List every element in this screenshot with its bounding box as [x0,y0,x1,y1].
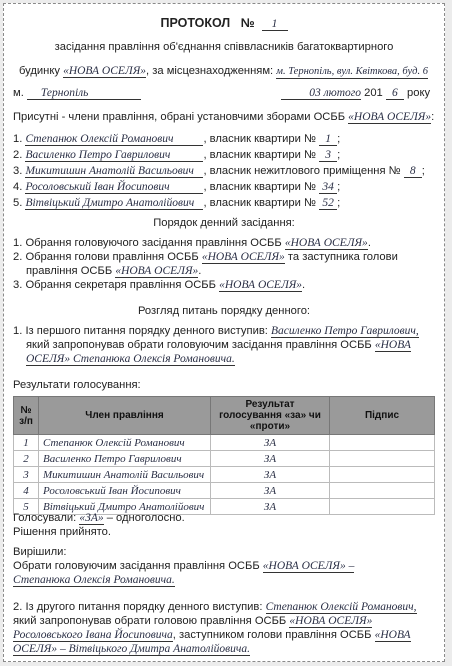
resolution-line-2 [13,573,175,587]
q1-intro: 1. Із першого питання порядку денного виступив: [13,325,268,337]
member-number: 3. [13,165,23,177]
q2-deputy-text: , заступником голови правління ОСББ [172,629,372,641]
member-row [13,148,340,162]
question-2-line-4 [13,642,250,656]
q1-speaker: Василенко Петро Гаврилович, [270,325,419,337]
row-result: ЗА [211,435,330,451]
row-number: 4 [14,483,39,499]
agenda-heading: Порядок денний засідання: [153,217,295,229]
intro-line-1: засідання правління об'єднання співвласників багатоквартирного [54,41,394,53]
table-row [14,451,435,467]
row-member: Василенко Петро Гаврилович [39,451,211,467]
col-result: Результат голосування «за» чи «проти» [211,397,330,435]
member-role: , власник квартири № [203,149,316,161]
q1-candidate: ОСЕЛЯ» Степанюка Олексія Романовича. [26,353,235,365]
col-number: № з/п [14,397,39,435]
intro-line-2 [19,64,428,79]
agenda-item-3-text: 3. Обрання секретаря правління ОСББ [13,279,216,291]
row-member: Степанюк Олексій Романович [39,435,211,451]
member-end: ; [337,133,341,145]
member-end: ; [421,165,425,177]
year-suffix: року [407,87,431,99]
member-name: Степанюк Олексій Романович [25,133,203,146]
protocol-number: 1 [262,18,288,31]
place-date-line [13,86,441,100]
q2-deputy-candidate: ОСЕЛЯ» – Вітвіцького Дмитра Анатолійовича. [13,643,250,655]
agenda-item-1-osbb: «НОВА ОСЕЛЯ» [284,237,368,249]
q2-osbb-2: «НОВА [374,629,411,641]
year-digit: 6 [386,87,404,100]
agenda-item-3-end: . [302,279,306,291]
table-row [14,467,435,483]
col-member: Член правління [39,397,211,435]
member-row [13,164,425,178]
row-number: 2 [14,451,39,467]
voted-value: «ЗА» [79,512,104,524]
member-apartment: 8 [404,165,422,178]
city-prefix: м. [13,87,24,99]
present-line [13,110,434,124]
votes-table-header [14,397,435,435]
resolution-text: Обрати головуючим засідання правління ОСББ [13,560,260,572]
row-member: Вітвіцький Дмитро Анатолійович [39,499,211,515]
resolution-candidate: Степанюка Олексія Романовича. [13,574,175,586]
row-signature[interactable] [330,499,435,515]
member-row [13,196,340,210]
member-number: 1. [13,133,23,145]
member-role: , власник квартири № [203,197,316,209]
question-2-line-2 [13,614,372,628]
row-number: 5 [14,499,39,515]
osbb-name: «НОВА ОСЕЛЯ» [63,65,147,77]
row-number: 1 [14,435,39,451]
row-signature[interactable] [330,483,435,499]
agenda-item-2 [13,250,398,264]
member-number: 5. [13,197,23,209]
agenda-item-2-text: 2. Обрання голови правління ОСББ [13,251,199,263]
table-row [14,435,435,451]
member-apartment: 3 [319,149,337,162]
member-apartment: 34 [319,181,337,194]
row-result: ЗА [211,499,330,515]
row-member: Росоловський Іван Йосипович [39,483,211,499]
member-apartment: 52 [319,197,337,210]
voted-label: Голосували: [13,512,77,524]
decision-line: Рішення прийнято. [13,526,112,538]
agenda-item-2-cont [26,264,201,278]
member-row [13,132,340,146]
consider-heading: Розгляд питань порядку денного: [137,305,311,317]
title-label: ПРОТОКОЛ [160,16,231,30]
number-sign: № [240,16,255,30]
row-signature[interactable] [330,451,435,467]
location-label: , за місцезнаходженням: [146,65,274,77]
city-value: Тернопіль [27,87,141,100]
q1-proposal: який запропонував обрати головуючим засідання правління ОСББ [26,339,372,351]
question-1-line-1 [13,324,419,338]
q2-intro: 2. Із другого питання порядку денного виступив: [13,601,263,613]
row-member: Микитишин Анатолій Васильович [39,467,211,483]
q2-proposal: який запропонував обрати головою правління ОСББ [13,615,287,627]
member-name: Василенко Петро Гаврилович [25,149,203,162]
row-result: ЗА [211,467,330,483]
member-end: ; [337,197,341,209]
resolved-label: Вирішили: [13,546,67,558]
member-end: ; [337,149,341,161]
row-number: 3 [14,467,39,483]
member-role: , власник квартири № [203,181,316,193]
q1-osbb: «НОВА [374,339,411,351]
member-row [13,180,340,194]
results-heading: Результати голосування: [13,379,141,391]
present-colon: : [431,111,435,123]
building-prefix: будинку [19,65,60,77]
resolution-osbb: «НОВА ОСЕЛЯ» – [262,560,355,572]
voted-line [13,511,185,525]
member-role: , власник нежитлового приміщення № [203,165,401,177]
agenda-item-1-text: 1. Обрання головуючого засідання правління ОСББ [13,237,282,249]
member-name: Микитишин Анатолій Васильович [25,165,203,178]
agenda-item-2b-osbb: «НОВА ОСЕЛЯ» [115,265,199,277]
votes-table-body [14,435,435,515]
agenda-item-3 [13,278,305,292]
date-group [281,86,430,100]
row-signature[interactable] [330,435,435,451]
q2-candidate: Росоловського Івана Йосиповича [13,629,173,641]
question-2-line-3 [13,628,411,642]
protocol-document [3,3,445,662]
question-2-line-1 [13,600,417,614]
table-row [14,483,435,499]
question-1-line-2 [26,338,411,352]
question-1-line-3 [26,352,235,366]
agenda-item-1-end: . [367,237,371,249]
agenda-item-2b-text: правління ОСББ [26,265,113,277]
member-number: 4. [13,181,23,193]
q2-speaker: Степанюк Олексій Романович, [265,601,417,613]
row-result: ЗА [211,451,330,467]
protocol-title [4,16,444,31]
date-value: 03 лютого [281,87,361,100]
agenda-item-3-osbb: «НОВА ОСЕЛЯ» [219,279,303,291]
member-apartment: 1 [319,133,337,146]
col-signature: Підпис [330,397,435,435]
member-name: Вітвіцький Дмитро Анатолійович [25,197,203,210]
agenda-item-1 [13,236,371,250]
member-end: ; [337,181,341,193]
resolution-line-1 [13,559,354,573]
row-result: ЗА [211,483,330,499]
row-signature[interactable] [330,467,435,483]
votes-table [13,396,435,515]
voted-unanimous: – одноголосно. [106,512,185,524]
member-role: , власник квартири № [203,133,316,145]
agenda-item-2-osbb: «НОВА ОСЕЛЯ» [201,251,285,263]
agenda-item-2b-end: . [198,265,202,277]
address-value: м. Тернопіль, вул. Квіткова, буд. 6 [276,66,428,77]
year-prefix: 201 [364,87,383,99]
present-label: Присутні - члени правління, обрані установчими зборами ОСББ [13,111,346,123]
agenda-item-2-end: та заступника голови [284,251,398,263]
q2-osbb: «НОВА ОСЕЛЯ» [289,615,373,627]
present-osbb: «НОВА ОСЕЛЯ» [348,111,432,123]
member-name: Росоловський Іван Йосипович [25,181,203,194]
member-number: 2. [13,149,23,161]
